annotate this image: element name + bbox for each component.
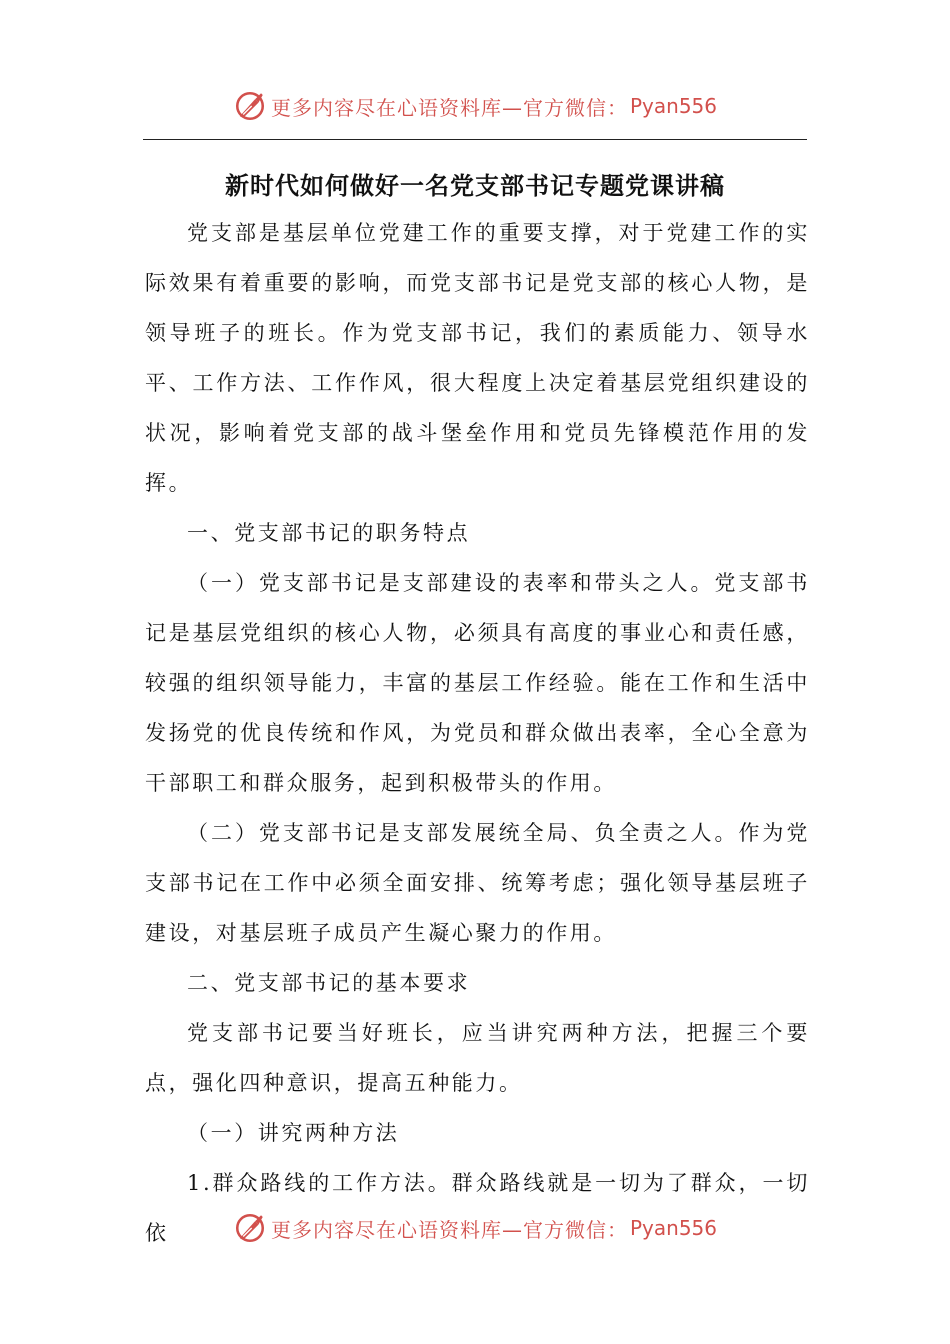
paragraph: （一）党支部书记是支部建设的表率和带头之人。党支部书记是基层党组织的核心人物，必须具有高度的事业心和责任感，较强的组织领导能力，丰富的基层工作经验。能在工作和生活中发扬党的优良传统和作风，为党员和群众做出表率，全心全意为干部职工和群众服务，起到积极带头的作用。 [145, 571, 810, 795]
section-heading: 二、党支部书记的基本要求 [187, 971, 471, 995]
document-title: 新时代如何做好一名党支部书记专题党课讲稿 [225, 172, 725, 200]
paragraph: 党支部是基层单位党建工作的重要支撑，对于党建工作的实际效果有着重要的影响，而党支部书记是党支部的核心人物，是领导班子的班长。作为党支部书记，我们的素质能力、领导水平、工作方法、工作作风，很大程度上决定着基层党组织建设的状况，影响着党支部的战斗堡垒作用和党员先锋模范作用的发挥。 [145, 221, 810, 495]
paragraph: 1.群众路线的工作方法。群众路线就是一切为了群众，一切依 [145, 1171, 810, 1245]
footer-banner-id: Pyan556 [629, 1216, 717, 1240]
document-body [145, 208, 810, 1258]
footer-banner [0, 1208, 950, 1248]
header-banner-id: Pyan556 [629, 94, 717, 118]
header-rule [143, 139, 807, 140]
header-banner [0, 86, 950, 126]
paragraph: （二）党支部书记是支部发展统全局、负全责之人。作为党支部书记在工作中必须全面安排、统筹考虑；强化领导基层班子建设，对基层班子成员产生凝心聚力的作用。 [145, 821, 810, 945]
paragraph: 党支部书记要当好班长，应当讲究两种方法，把握三个要点，强化四种意识，提高五种能力。 [145, 1021, 810, 1095]
pen-nib-circle-icon [233, 89, 267, 123]
subsection-heading: （一）讲究两种方法 [187, 1121, 400, 1145]
footer-banner-text: 更多内容尽在心语资料库—官方微信： [270, 1217, 628, 1242]
section-heading: 一、党支部书记的职务特点 [187, 521, 471, 545]
header-banner-text: 更多内容尽在心语资料库—官方微信： [270, 95, 628, 120]
pen-nib-circle-icon [233, 1211, 267, 1245]
